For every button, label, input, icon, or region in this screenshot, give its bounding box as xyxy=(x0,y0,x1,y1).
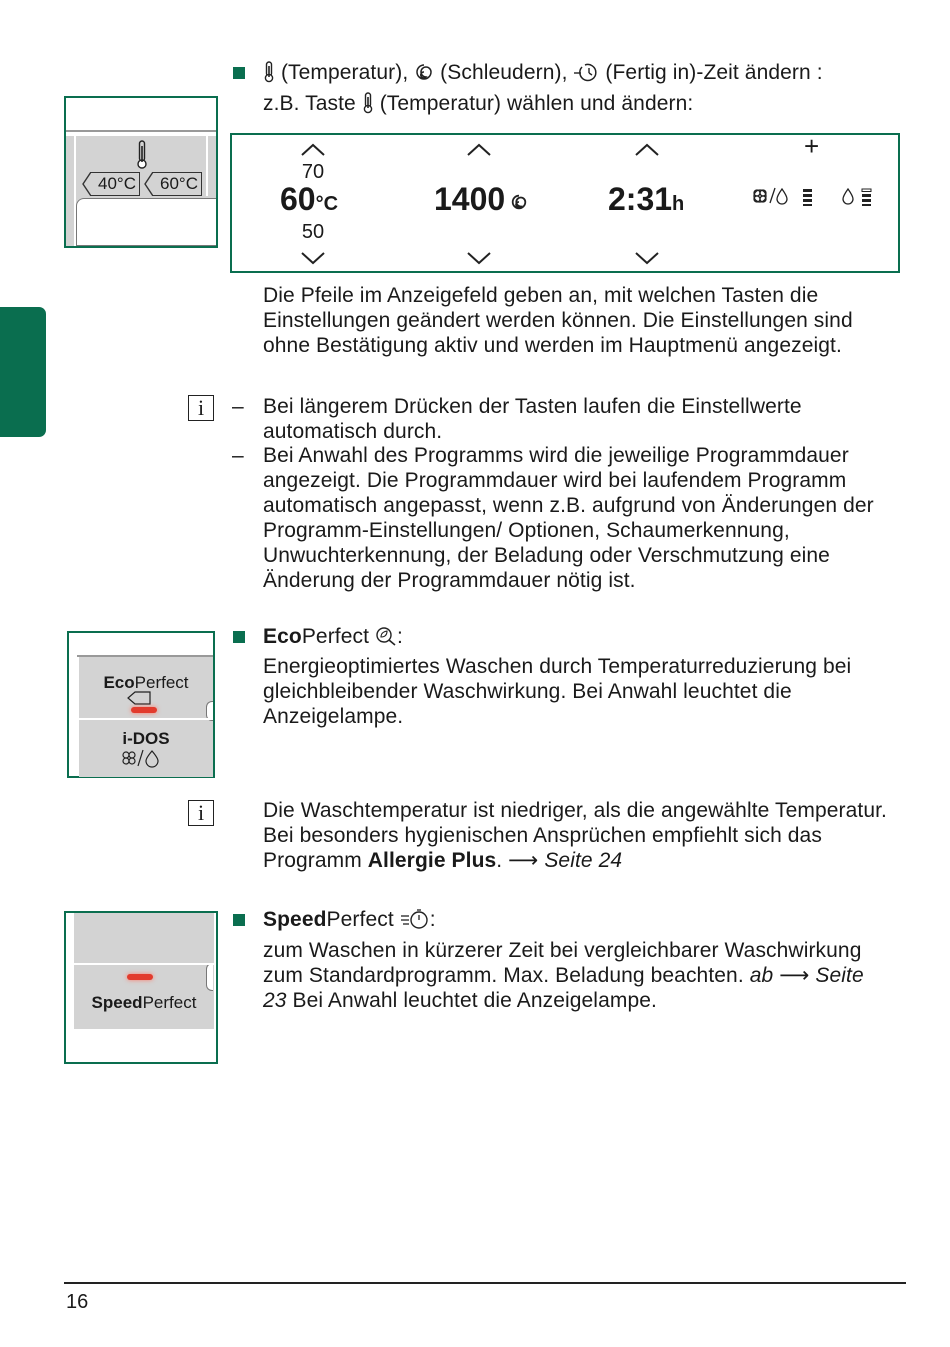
info-item-duration: Bei Anwahl des Programms wird die jeweilige Programmdauer angezeigt. Die Programmdauer wird bei laufendem Programm automatisch angepasst, wenn z.B. aufgrund von Änderungen der Programm-Einstellungen/ Optionen, Schaumerkennung, Unwuchterkennung, der Beladung oder Verschmutzung eine Änderung der Programmdauer nötig ist. xyxy=(263,444,874,592)
speed-bold: Speed xyxy=(263,908,327,931)
bullet-marker xyxy=(233,914,245,926)
example-label: z.B. Taste xyxy=(263,92,356,115)
allergie-plus-label: Allergie Plus xyxy=(367,849,497,872)
panel-divider xyxy=(74,963,214,965)
temp-current-value xyxy=(280,181,338,218)
temp-prev-value: 50 xyxy=(301,221,325,243)
temp-up-button[interactable] xyxy=(152,172,202,196)
arrow-icon: ⟶ xyxy=(508,849,539,872)
speedperfect-icon xyxy=(400,908,430,930)
thermometer-icon xyxy=(136,140,148,170)
dash-marker: – xyxy=(232,395,244,418)
colon: : xyxy=(397,625,403,648)
temp-up-chevron-icon[interactable] xyxy=(298,141,328,159)
temp-down-chevron-icon[interactable] xyxy=(298,249,328,267)
page-number: 16 xyxy=(66,1291,89,1313)
speedperfect-indicator-lamp xyxy=(127,974,153,980)
eco-bold: Eco xyxy=(263,625,302,648)
display-window xyxy=(76,198,216,246)
panel-edge xyxy=(77,655,213,657)
info-item-autorepeat: Bei längerem Drücken der Tasten laufen die Einstellwerte automatisch durch. xyxy=(263,395,802,443)
temp-down-label: 40°C xyxy=(98,174,136,193)
idos-icon xyxy=(119,748,161,768)
speed-text-end: Bei Anwahl leuchtet die Anzeigelampe. xyxy=(292,989,657,1012)
plus-icon[interactable]: + xyxy=(804,131,820,161)
temp-up-label: 60°C xyxy=(160,174,198,193)
ecoperfect-icon xyxy=(375,626,397,646)
spin-number: 1400 xyxy=(434,181,506,217)
eco-rest: Perfect xyxy=(301,625,370,648)
eco-rest: Perfect xyxy=(134,673,189,692)
note-period: . xyxy=(496,849,503,872)
footer-divider xyxy=(64,1282,906,1284)
time-unit: h xyxy=(672,193,685,215)
spin-current-value xyxy=(434,181,528,218)
colon: : xyxy=(429,908,436,931)
thermometer-icon xyxy=(362,92,374,114)
time-up-chevron-icon[interactable] xyxy=(632,141,662,159)
dash-marker: – xyxy=(232,444,244,467)
time-number: 2:31 xyxy=(608,181,673,217)
speedperfect-description xyxy=(263,938,893,1013)
spin-up-chevron-icon[interactable] xyxy=(464,141,494,159)
time-current-value xyxy=(608,181,684,218)
panel-notch xyxy=(206,963,213,991)
temperature-label: (Temperatur), xyxy=(280,61,409,84)
speed-bold: Speed xyxy=(91,993,143,1012)
spin-down-chevron-icon[interactable] xyxy=(464,249,494,267)
idos-status-icons xyxy=(750,185,880,207)
temp-next-value: 70 xyxy=(301,161,325,183)
finish-time-icon xyxy=(573,61,599,83)
ecoperfect-note xyxy=(263,798,893,873)
info-icon: i xyxy=(188,800,214,826)
speedperfect-heading xyxy=(263,907,436,932)
speed-rest: Perfect xyxy=(326,908,394,931)
temp-number: 60 xyxy=(280,181,316,217)
info-icon: i xyxy=(188,395,214,421)
panel-seam-right xyxy=(206,136,208,196)
time-down-chevron-icon[interactable] xyxy=(632,249,662,267)
page-reference-link[interactable]: Seite 23 xyxy=(263,964,864,1012)
bullet-marker xyxy=(233,67,245,79)
note-text: Die Waschtemperatur ist niedriger, als die angewählte Temperatur. Bei besonders hygienischen Ansprüchen empfiehlt sich das Programm xyxy=(263,799,887,872)
idos-button-label[interactable]: i-DOS xyxy=(122,729,170,748)
panel-edge xyxy=(66,130,216,132)
ecoperfect-panel-illustration xyxy=(67,631,215,778)
speed-rest: Perfect xyxy=(142,993,197,1012)
ecoperfect-indicator-lamp xyxy=(131,707,157,713)
ecoperfect-heading xyxy=(263,624,403,649)
speed-text: zum Waschen in kürzerer Zeit bei vergleichbarer Waschwirkung zum Standardprogramm. Max. Beladung beachten. xyxy=(263,939,862,987)
arrows-explanation: Die Pfeile im Anzeigefeld geben an, mit welchen Tasten die Einstellungen geändert werden können. Die Einstellungen sind ohne Bestätigung aktiv und werden im Hauptmenü angezeigt. xyxy=(263,284,853,357)
temp-unit: °C xyxy=(315,193,339,215)
finish-time-label: (Fertig in)-Zeit ändern : xyxy=(605,61,823,84)
page-reference-link[interactable]: Seite 24 xyxy=(544,849,623,872)
select-change-label: (Temperatur) wählen und ändern: xyxy=(379,92,694,115)
speedperfect-button-label[interactable] xyxy=(74,993,214,1013)
bullet-marker xyxy=(233,631,245,643)
chapter-tab xyxy=(0,307,46,437)
panel-divider xyxy=(79,718,213,720)
speedperfect-panel-illustration xyxy=(64,911,218,1064)
section1-line1 xyxy=(263,60,903,85)
display-panel xyxy=(230,133,900,273)
spin-icon xyxy=(414,62,434,82)
eco-bold: Eco xyxy=(103,673,135,692)
spin-label: (Schleudern), xyxy=(440,61,568,84)
section1-line2 xyxy=(263,91,693,116)
ecoperfect-tag-icon xyxy=(127,691,151,705)
temperature-panel-illustration xyxy=(64,96,218,248)
thermometer-icon xyxy=(263,61,275,83)
ecoperfect-button-label[interactable] xyxy=(79,673,213,693)
ab-label: ab xyxy=(749,964,774,987)
arrow-icon: ⟶ xyxy=(779,964,810,987)
spin-icon xyxy=(510,193,528,211)
ecoperfect-description: Energieoptimiertes Waschen durch Temperaturreduzierung bei gleichbleibender Waschwirkung. Bei Anwahl leuchtet die Anzeigelampe. xyxy=(263,655,852,728)
temp-down-button[interactable] xyxy=(90,172,140,196)
